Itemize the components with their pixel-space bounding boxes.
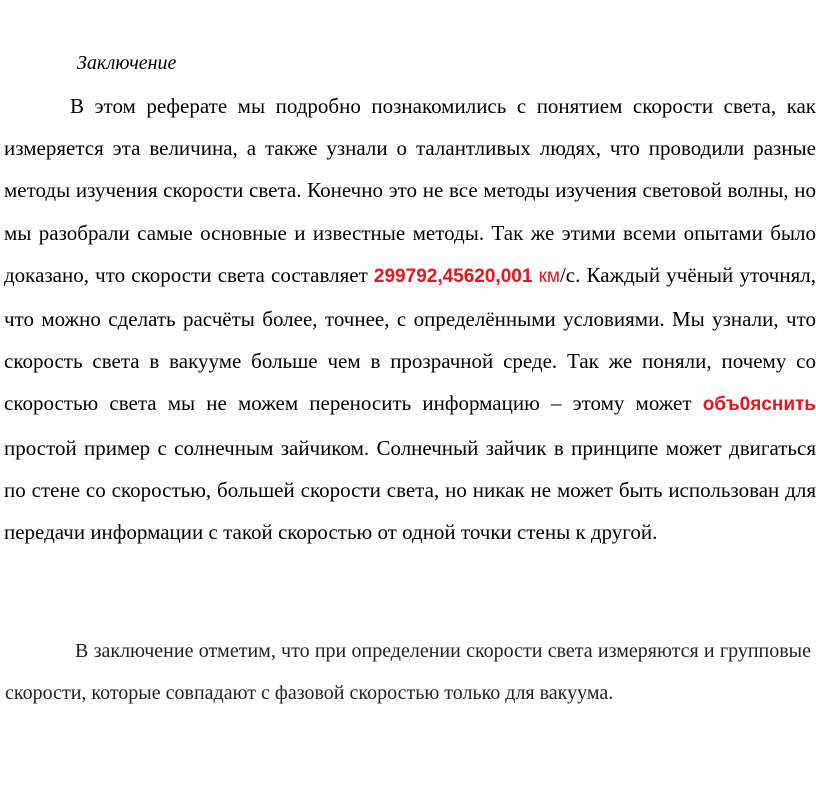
conclusion-paragraph-2: В заключение отметим, что при определении скорости света измеряются и групповые скорости, которые совпадают с фазовой скоростью только для вакуума. bbox=[5, 640, 811, 704]
speed-of-light-value: 299792,45620,001 bbox=[373, 265, 533, 287]
paragraph-1-text-a: В этом реферате мы подробно познакомились с понятием скорости света, как измеряется эта величина, а также узнали о талантливых людях, что проводили разные методы изучения скорости света. Конечно это не все методы изучения световой волны, но мы разобрали самые основные и известные методы. Так же этими всеми опытами было доказано, что скорости света составляет bbox=[4, 94, 816, 287]
paragraph-1-text-c: простой пример с солнечным зайчиком. Солнечный зайчик в принципе может двигаться по стене со скоростью, большей скорости света, но никак не может быть использован для передачи информации с такой скоростью от одной точки стены к другой. bbox=[4, 435, 816, 545]
conclusion-paragraph-1 bbox=[4, 85, 816, 553]
highlighted-word-explain: объ0яснить bbox=[702, 394, 816, 416]
paragraph-1-text-b: /с. Каждый учёный уточнял, что можно сделать расчёты более, точнее, с определёнными условиями. Мы узнали, что скорость света в вакууме больше чем в прозрачной среде. Так же поняли, почему со скоростью света мы не можем переносить информацию – этому может bbox=[4, 262, 816, 416]
speed-unit-km: км bbox=[538, 265, 560, 287]
section-heading: Заключение bbox=[77, 52, 177, 74]
